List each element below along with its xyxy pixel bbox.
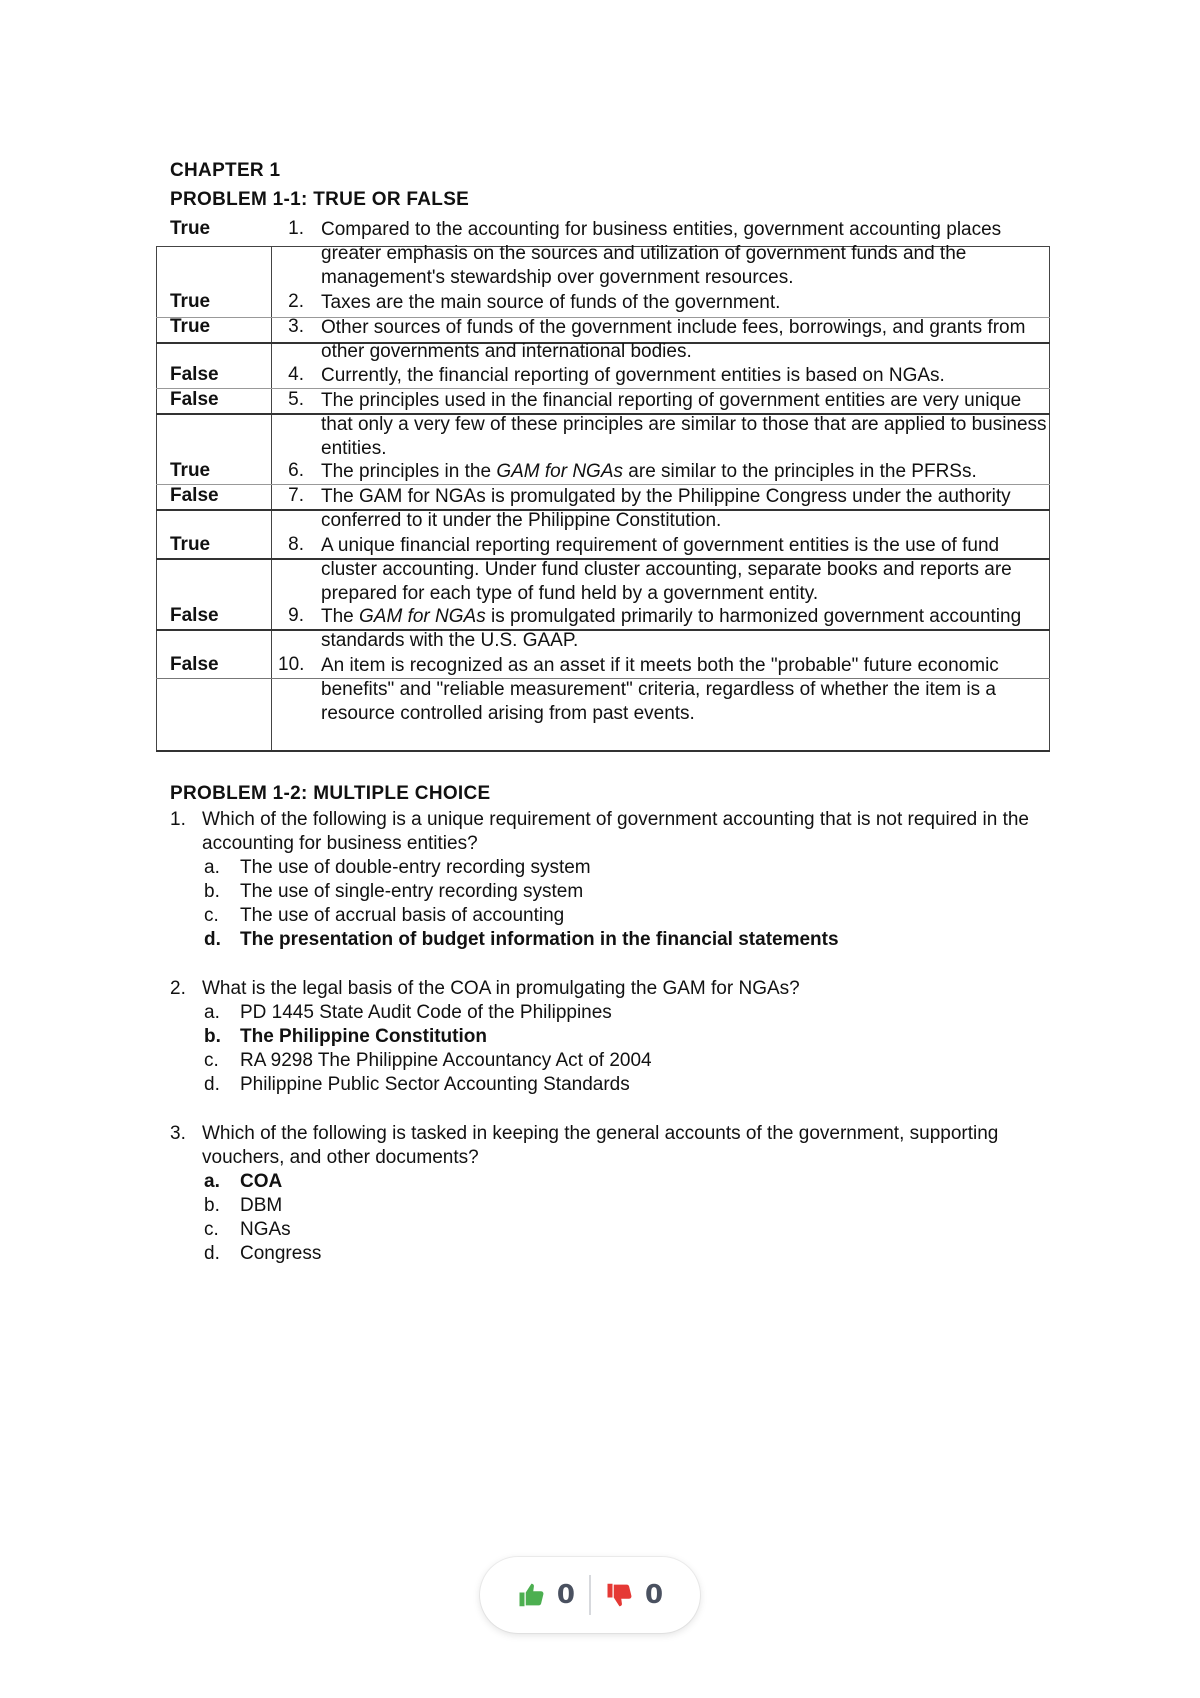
- statement-8: A unique financial reporting requirement of government entities is the use of fund cluster accounting. Under fund cluster accounting, separate books and reports are prepared for each type of fund held by a government entity.: [321, 535, 1012, 604]
- option-letter: a.: [204, 1171, 220, 1192]
- option-letter: b.: [204, 1026, 221, 1047]
- option-letter: d.: [204, 1243, 220, 1264]
- statement-9-part2: is promulgated primarily to harmonized government accounting standards with the U.S. GAAP.: [321, 606, 1022, 651]
- option-letter: c.: [204, 1050, 219, 1071]
- statement-9: [321, 605, 1049, 653]
- option-text: The use of accrual basis of accounting: [240, 905, 565, 926]
- item-number-2: 2.: [288, 291, 304, 312]
- option-letter: c.: [204, 1219, 219, 1240]
- answer-1: True: [170, 218, 211, 239]
- option-letter: b.: [204, 881, 220, 902]
- option-text: Congress: [240, 1243, 322, 1264]
- statement-7: The GAM for NGAs is promulgated by the Philippine Congress under the authority conferred to it under the Philippine Constitution.: [321, 486, 1011, 531]
- answer-8: True: [170, 534, 211, 555]
- option-text: The use of single-entry recording system: [240, 881, 584, 902]
- statement-6-part1: The principles in the: [321, 461, 497, 482]
- like-button[interactable]: [503, 1580, 589, 1610]
- option-text: The use of double-entry recording system: [240, 857, 591, 878]
- option-text: DBM: [240, 1195, 283, 1216]
- item-number-5: 5.: [288, 389, 304, 410]
- dislike-count: 0: [645, 1580, 664, 1610]
- statement-6-part2: are similar to the principles in the PFRSs.: [623, 461, 977, 482]
- item-number-9: 9.: [288, 605, 304, 626]
- answer-4: False: [170, 364, 219, 385]
- item-number-3: 3.: [288, 316, 304, 337]
- option-b: [204, 880, 1070, 904]
- option-c: [204, 1049, 1070, 1073]
- option-letter: a.: [204, 1002, 220, 1023]
- question-number: 1.: [170, 809, 186, 830]
- chapter-title: CHAPTER 1: [170, 160, 281, 181]
- statement-9-italic: GAM for NGAs: [359, 606, 486, 627]
- answer-2: True: [170, 291, 211, 312]
- option-d: [204, 1242, 1070, 1266]
- item-number-6: 6.: [288, 460, 304, 481]
- item-number-7: 7.: [288, 485, 304, 506]
- option-text: COA: [240, 1171, 283, 1192]
- question-text: What is the legal basis of the COA in promulgating the GAM for NGAs?: [202, 978, 800, 999]
- option-c: [204, 904, 1070, 928]
- dislike-button[interactable]: [591, 1580, 677, 1610]
- problem-2-title: PROBLEM 1-2: MULTIPLE CHOICE: [170, 783, 491, 804]
- answer-6: True: [170, 460, 211, 481]
- question-1: [170, 808, 1070, 952]
- problem-1-title: PROBLEM 1-1: TRUE OR FALSE: [170, 189, 470, 210]
- statement-4: Currently, the financial reporting of government entities is based on NGAs.: [321, 365, 945, 386]
- item-number-4: 4.: [288, 364, 304, 385]
- option-c: [204, 1218, 1070, 1242]
- option-letter: c.: [204, 905, 219, 926]
- statement-5: The principles used in the financial reporting of government entities are very unique that only a very few of these principles are similar to those that are applied to business entities.: [321, 390, 1047, 459]
- answer-5: False: [170, 389, 219, 410]
- question-3: [170, 1122, 1070, 1266]
- option-a: [204, 1001, 1070, 1025]
- question-text: Which of the following is tasked in keeping the general accounts of the government, supporting vouchers, and other documents?: [202, 1123, 999, 1168]
- answer-10: False: [170, 654, 219, 675]
- option-letter: a.: [204, 857, 220, 878]
- statement-1: Compared to the accounting for business entities, government accounting places greater emphasis on the sources and utilization of government funds and the management's stewardship over government resources.: [321, 219, 1002, 288]
- question-2: [170, 977, 1070, 1097]
- item-number-10: 10.: [278, 654, 305, 675]
- true-false-table: [156, 218, 1050, 752]
- option-letter: d.: [204, 929, 221, 950]
- question-text: Which of the following is a unique requirement of government accounting that is not required in the accounting for business entities?: [202, 809, 1029, 854]
- like-count: 0: [556, 1580, 575, 1610]
- option-text: RA 9298 The Philippine Accountancy Act of 2004: [240, 1050, 652, 1071]
- statement-3: Other sources of funds of the government include fees, borrowings, and grants from other governments and international bodies.: [321, 317, 1026, 362]
- question-number: 3.: [170, 1123, 186, 1144]
- answer-3: True: [170, 316, 211, 337]
- statement-2: Taxes are the main source of funds of the government.: [321, 292, 781, 313]
- option-d: [204, 1073, 1070, 1097]
- option-text: The presentation of budget information in the financial statements: [240, 929, 839, 950]
- option-text: NGAs: [240, 1219, 291, 1240]
- statement-6-italic: GAM for NGAs: [496, 461, 624, 482]
- statement-10: An item is recognized as an asset if it meets both the "probable" future economic benefits" and "reliable measurement" criteria, regardless of whether the item is a resource controlled arising from past events.: [321, 655, 999, 724]
- option-text: PD 1445 State Audit Code of the Philippines: [240, 1002, 612, 1023]
- option-letter: b.: [204, 1195, 220, 1216]
- statement-6: [321, 460, 1049, 484]
- rating-bar: [480, 1557, 700, 1633]
- option-d-correct: [204, 928, 1070, 952]
- option-a: [204, 856, 1070, 880]
- item-number-8: 8.: [288, 534, 304, 555]
- option-b: [204, 1194, 1070, 1218]
- option-b-correct: [204, 1025, 1070, 1049]
- option-letter: d.: [204, 1074, 220, 1095]
- statement-9-part1: The: [321, 606, 360, 627]
- answer-9: False: [170, 605, 219, 626]
- thumbs-down-icon: [605, 1580, 635, 1610]
- thumbs-up-icon: [517, 1580, 547, 1610]
- option-a-correct: [204, 1170, 1070, 1194]
- question-number: 2.: [170, 978, 186, 999]
- item-number-1: 1.: [288, 218, 304, 239]
- answer-7: False: [170, 485, 219, 506]
- option-text: Philippine Public Sector Accounting Standards: [240, 1074, 630, 1095]
- option-text: The Philippine Constitution: [240, 1026, 487, 1047]
